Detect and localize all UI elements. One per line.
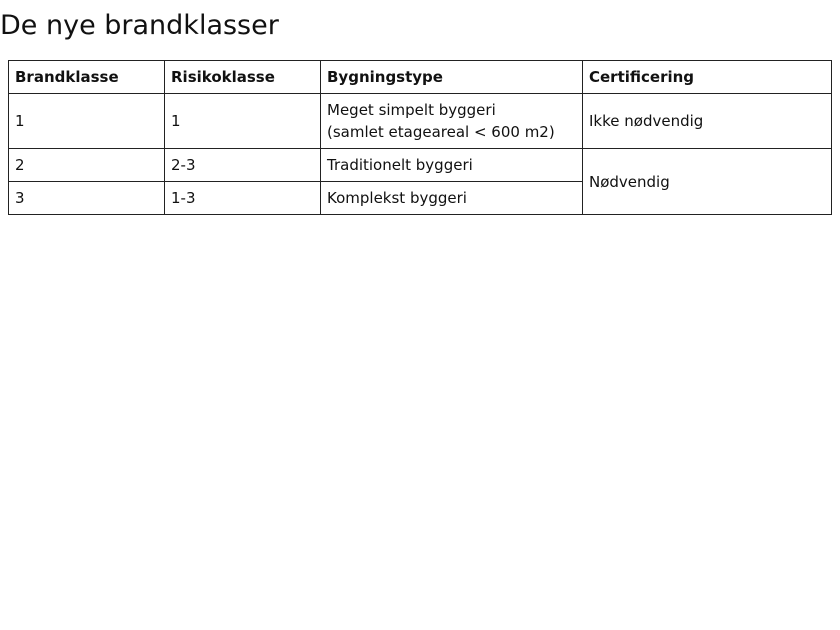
header-bygningstype: Bygningstype — [321, 61, 583, 94]
table-row — [9, 94, 832, 149]
cell-bygningstype — [321, 94, 583, 149]
cell-brandklasse: 2 — [9, 149, 165, 182]
cell-risikoklasse: 1-3 — [165, 182, 321, 215]
header-risikoklasse: Risikoklasse — [165, 61, 321, 94]
cell-certificering: Nødvendig — [583, 149, 832, 215]
table-row — [9, 149, 832, 182]
cell-risikoklasse: 2-3 — [165, 149, 321, 182]
fire-class-table — [8, 60, 832, 215]
page-title: De nye brandklasser — [0, 10, 279, 41]
cell-certificering: Ikke nødvendig — [583, 94, 832, 149]
cell-brandklasse: 1 — [9, 94, 165, 149]
table-header-row — [9, 61, 832, 94]
cell-risikoklasse: 1 — [165, 94, 321, 149]
cell-brandklasse: 3 — [9, 182, 165, 215]
header-brandklasse: Brandklasse — [9, 61, 165, 94]
cell-bygningstype: Komplekst byggeri — [321, 182, 583, 215]
cell-bygningstype-line1: Meget simpelt byggeri — [327, 101, 496, 119]
header-certificering: Certificering — [583, 61, 832, 94]
cell-bygningstype-line2: (samlet etageareal < 600 m2) — [327, 123, 555, 141]
cell-bygningstype: Traditionelt byggeri — [321, 149, 583, 182]
